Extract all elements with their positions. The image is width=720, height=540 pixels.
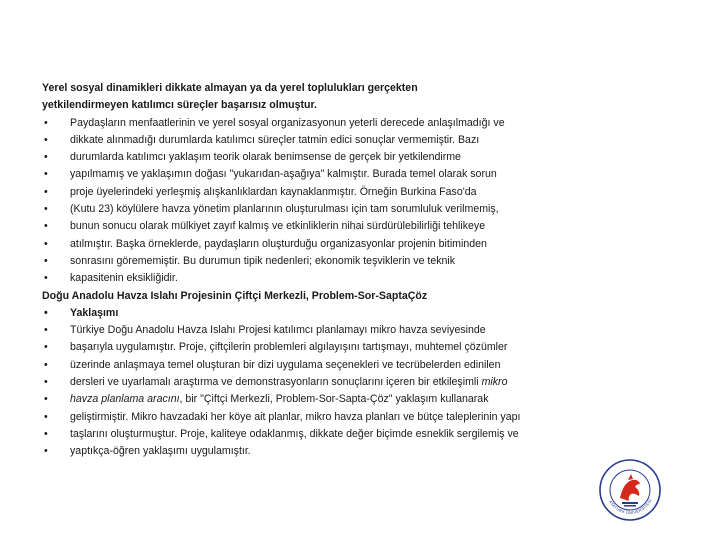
bullet-marker: • <box>44 254 48 267</box>
list-item-text <box>70 391 489 408</box>
bullet-marker: • <box>44 116 48 129</box>
slide-content <box>42 80 587 461</box>
list-item-text: üzerinde anlaşmaya temel oluşturan bir dizi uygulama seçenekleri ve tecrübelerden edinilen <box>70 358 501 371</box>
list-item-text-part: , bir "Çiftçi Merkezli, Problem-Sor-Sapta-Çöz" yaklaşım kullanarak <box>179 393 489 406</box>
list-item-text: başarıyla uygulamıştır. Proje, çiftçilerin problemleri algılayışını tartışmayı, muhtemel çözümler <box>70 341 508 354</box>
logo-ring-text: ATATÜRK ÜNİVERSİTESİ <box>608 498 653 516</box>
list-item-text: durumlarda katılımcı yaklaşım teorik olarak benimsense de gerçek bir yetkilendirme <box>70 151 461 164</box>
bullet-marker: • <box>44 410 48 423</box>
university-logo <box>598 458 662 522</box>
list-item <box>42 426 587 443</box>
list-item <box>42 201 587 218</box>
bullet-marker: • <box>44 133 48 146</box>
bullet-marker: • <box>44 272 48 285</box>
list-item <box>42 409 587 426</box>
list-item <box>42 374 587 391</box>
approach-label: Yaklaşımı <box>70 306 119 319</box>
bullet-list-problems <box>42 115 587 288</box>
bullet-marker: • <box>44 324 48 337</box>
list-item-text: bunun sonucu olarak mülkiyet zayıf kalmış ve etkinliklerin nihai sürdürülebilirliği tehlikeye <box>70 220 486 233</box>
list-item-text: (Kutu 23) köylülere havza yönetim planlarının oluşturulması için tam sorumluluk verilmemiş, <box>70 203 499 216</box>
italic-text: mikro <box>481 376 508 389</box>
bullet-marker: • <box>44 220 48 233</box>
list-item <box>42 184 587 201</box>
list-item <box>42 391 587 408</box>
heading-line-1: Yerel sosyal dinamikleri dikkate almayan ya da yerel toplulukları gerçekten <box>42 82 418 94</box>
list-item-text: yaptıkça-öğren yaklaşımı uygulamıştır. <box>70 445 251 458</box>
bullet-marker: • <box>44 341 48 354</box>
italic-text: havza planlama aracını <box>70 393 180 406</box>
bullet-marker: • <box>44 185 48 198</box>
list-item <box>42 322 587 339</box>
bullet-marker: • <box>44 376 48 389</box>
list-item-text: taşlarını oluşturmuştur. Proje, kaliteye odaklanmış, dikkate değer biçimde esneklik sergilemiş ve <box>70 427 519 440</box>
list-item <box>42 357 587 374</box>
list-item-text: Paydaşların menfaatlerinin ve yerel sosyal organizasyonun yeterli derecede anlaşılmadığı ve <box>70 116 505 129</box>
list-item <box>42 236 587 253</box>
list-item <box>42 166 587 183</box>
list-item <box>42 443 587 460</box>
list-item-text: yapılmamış ve yaklaşımın doğası "yukarıdan-aşağıya" kalmıştır. Burada temel olarak sorun <box>70 168 497 181</box>
list-item <box>42 270 587 287</box>
heading-line-2: yetkilendirmeyen katılımcı süreçler başarısız olmuştur. <box>42 99 317 112</box>
list-item-text: Türkiye Doğu Anadolu Havza Islahı Projesi katılımcı planlamayı mikro havza seviyesinde <box>70 324 486 337</box>
list-item-text: atılmıştır. Başka örneklerde, paydaşların oluşturduğu organizasyonlar projenin bitiminden <box>70 237 487 250</box>
list-item <box>42 132 587 149</box>
bullet-list-project <box>42 322 587 460</box>
list-item-text: dikkate alınmadığı durumlarda katılımcı süreçler tatmin edici sonuçlar vermemiştir. Bazı <box>70 133 480 146</box>
list-item-text-part: dersleri ve uyarlamalı araştırma ve demonstrasyonların sonuçlarını içeren bir etkileşimli <box>70 376 479 389</box>
section-title: Doğu Anadolu Havza Islahı Projesinin Çiftçi Merkezli, Problem-Sor-SaptaÇöz <box>42 289 428 302</box>
bullet-marker: • <box>44 168 48 181</box>
list-item-text: geliştirmiştir. Mikro havzadaki her köye ait planlar, mikro havza planları ve bütçe taleplerinin yapı <box>70 410 521 423</box>
list-item-text: sonrasını görememiştir. Bu durumun tipik nedenleri; ekonomik teşviklerin ve teknik <box>70 254 456 267</box>
list-item <box>42 218 587 235</box>
list-item <box>42 339 587 356</box>
list-item-text: proje üyelerindeki yerleşmiş alışkanlıklardan kaynaklanmıştır. Örneğin Burkina Faso'da <box>70 185 477 198</box>
bullet-marker: • <box>44 151 48 164</box>
bullet-marker: • <box>44 445 48 458</box>
bullet-marker: • <box>44 237 48 250</box>
bullet-marker: • <box>44 203 48 216</box>
list-item-text <box>70 374 507 391</box>
list-item-text: kapasitenin eksikliğidir. <box>70 272 178 285</box>
approach-bullet <box>42 305 587 322</box>
bullet-marker: • <box>44 358 48 371</box>
bullet-marker: • <box>44 427 48 440</box>
list-item <box>42 253 587 270</box>
bullet-marker: • <box>44 393 48 406</box>
list-item <box>42 115 587 132</box>
bullet-marker: • <box>44 306 48 319</box>
list-item <box>42 149 587 166</box>
